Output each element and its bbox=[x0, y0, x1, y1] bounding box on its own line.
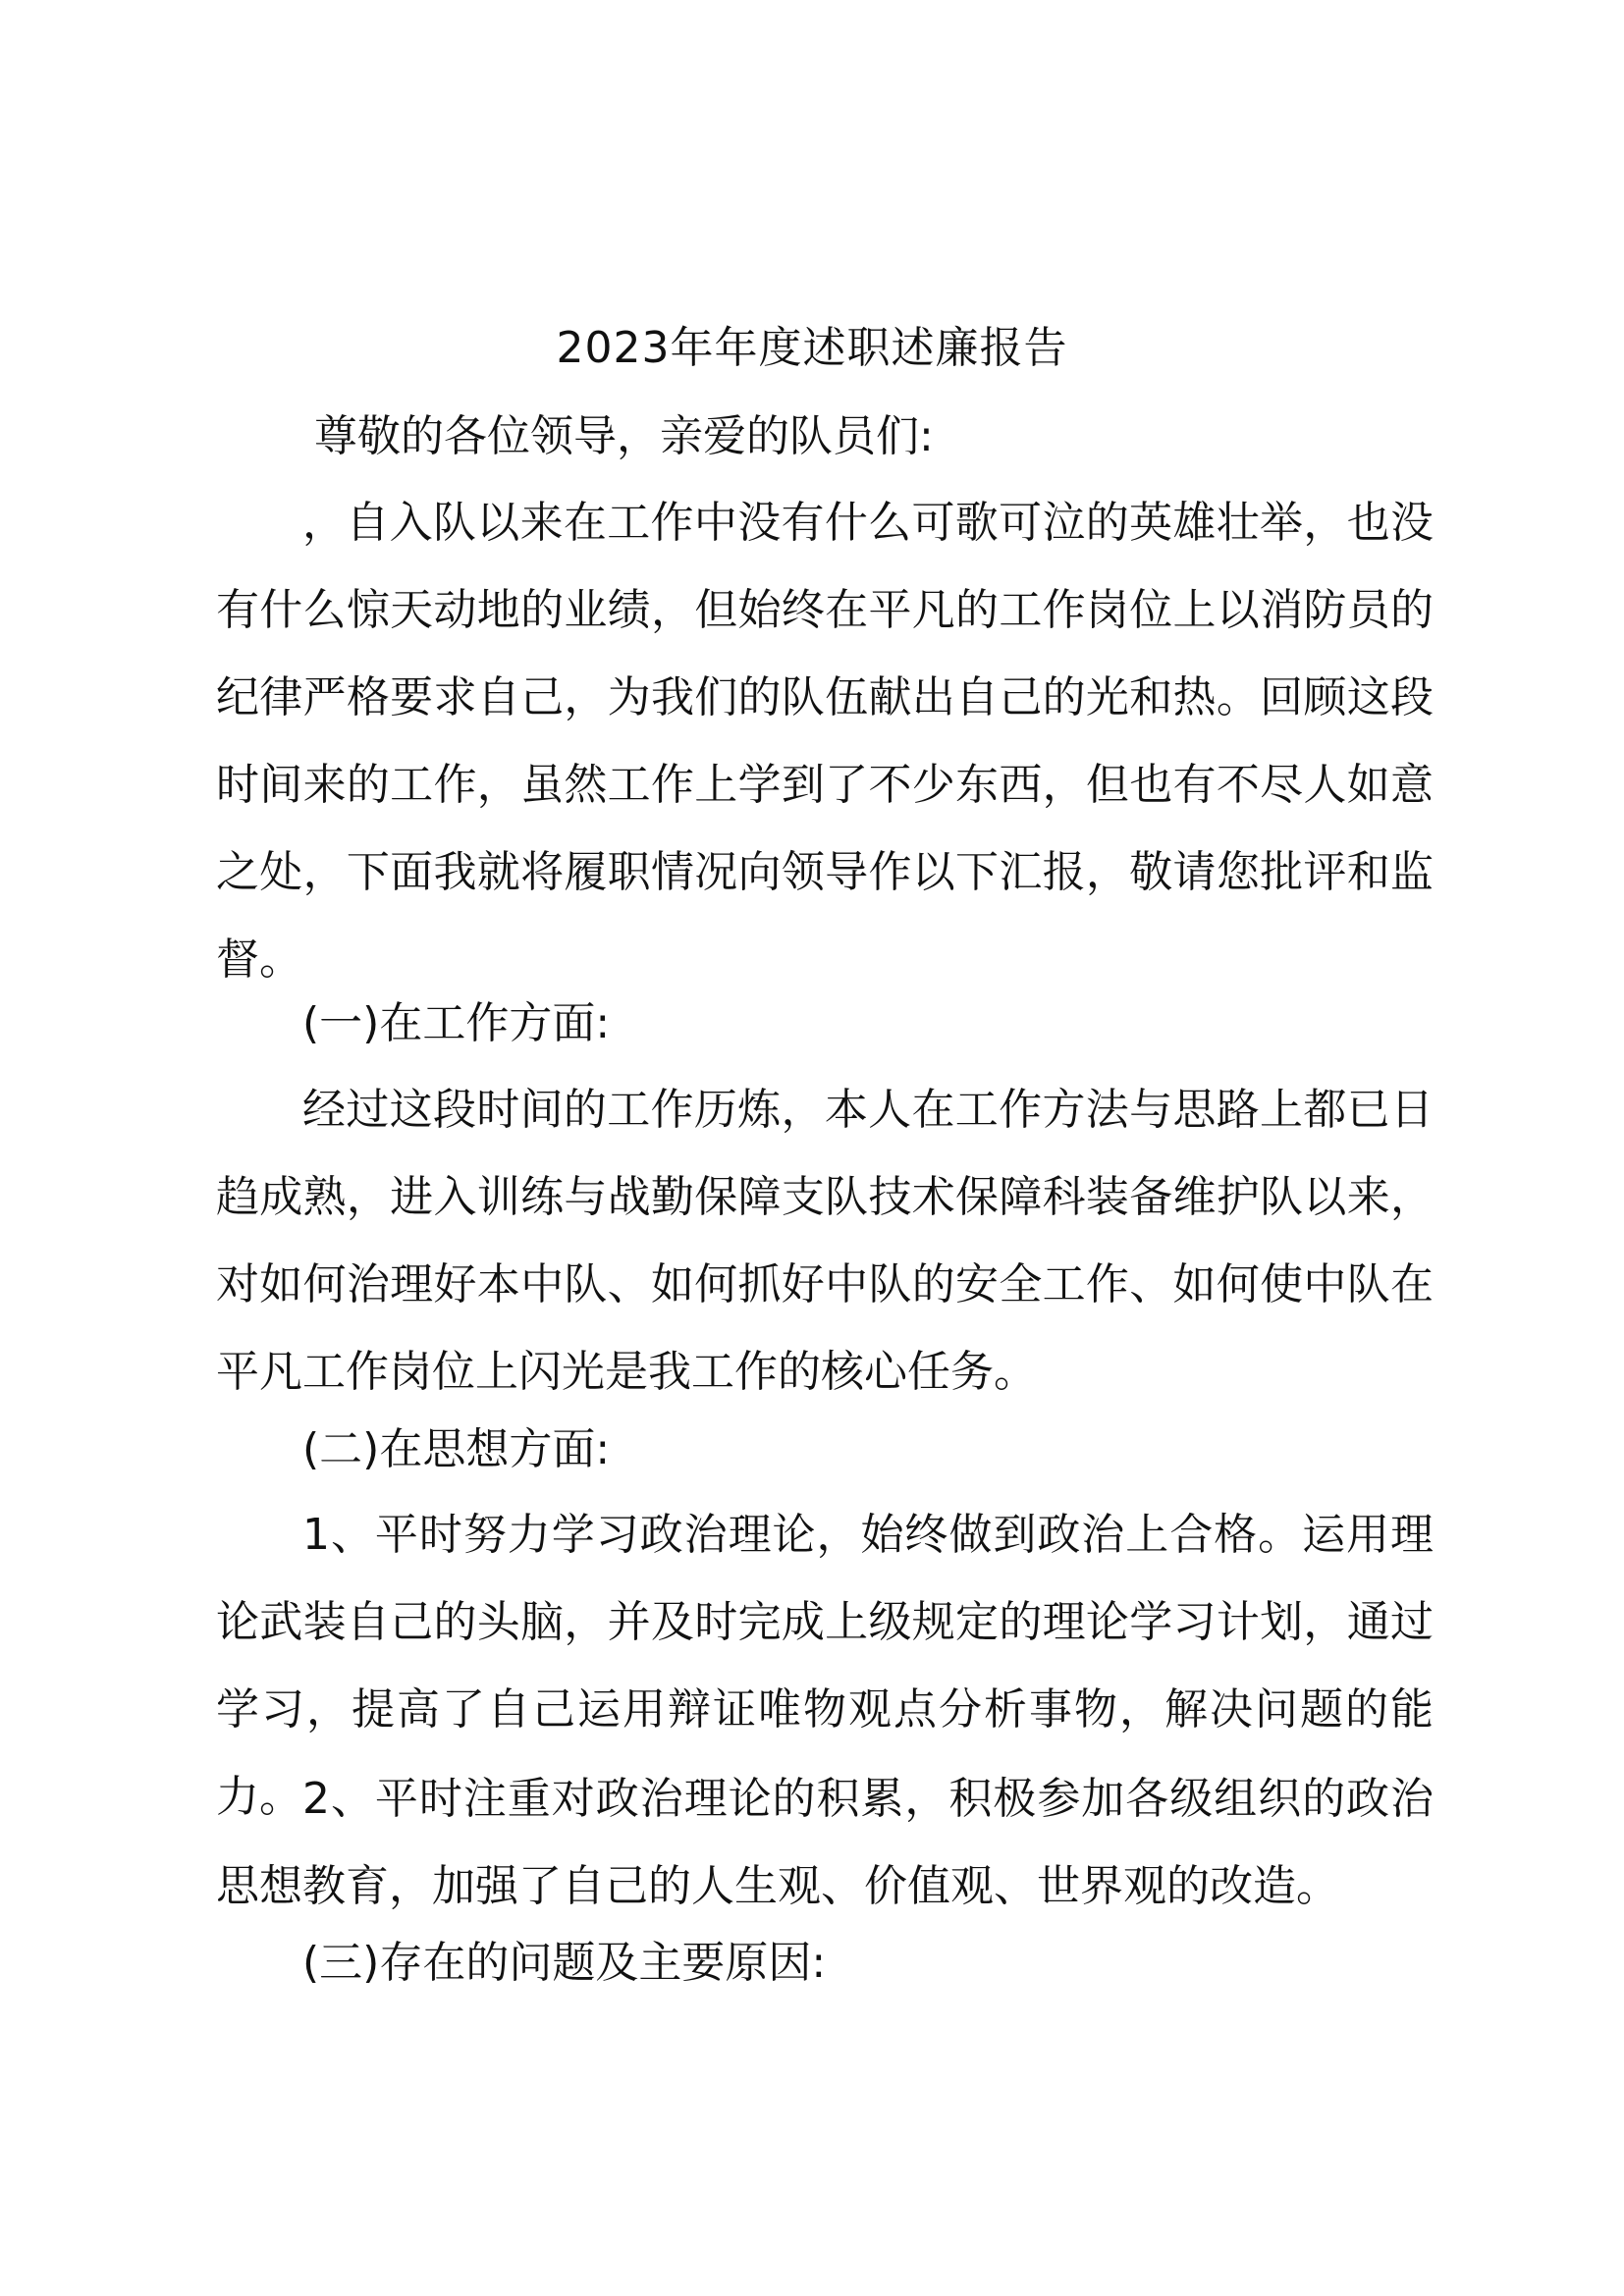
document-title: 2023年年度述职述廉报告 bbox=[556, 323, 1068, 373]
paragraph-thought-2: 2、平时注重对政治理论的积累，积极参加各级组织的政治思想教育，加强了自己的人生观、价值观、世界观的改造。 bbox=[216, 1774, 1434, 1911]
paragraph-thought-1: 1、平时努力学习政治理论，始终做到政治上合格。运用理论武装自己的头脑，并及时完成上级规定的理论学习计划，通过学习，提高了自己运用辩证唯物观点分析事物，解决问题的能力。 bbox=[216, 1510, 1434, 1822]
paragraph-intro: ，自入队以来在工作中没有什么可歌可泣的英雄壮举，也没有什么惊天动地的业绩，但始终在平凡的工作岗位上以消防员的纪律严格要求自己，为我们的队伍献出自己的光和热。回顾这段时间来的工作，虽然工作上学到了不少东西，但也有不尽人如意之处，下面我就将履职情况向领导作以下汇报，敬请您批评和监督。 bbox=[216, 498, 1434, 985]
paragraph-work: 经过这段时间的工作历炼，本人在工作方法与思路上都已日趋成熟，进入训练与战勤保障支队技术保障科装备维护队以来，对如何治理好本中队、如何抓好中队的安全工作、如何使中队在平凡工作岗位上闪光是我工作的核心任务。 bbox=[216, 1085, 1434, 1397]
section-heading-problems: (三)存在的问题及主要原因: bbox=[302, 1938, 827, 1988]
section-heading-work: (一)在工作方面: bbox=[302, 998, 611, 1048]
section-heading-thought: (二)在思想方面: bbox=[302, 1424, 611, 1474]
salutation: 尊敬的各位领导，亲爱的队员们: bbox=[314, 411, 934, 461]
